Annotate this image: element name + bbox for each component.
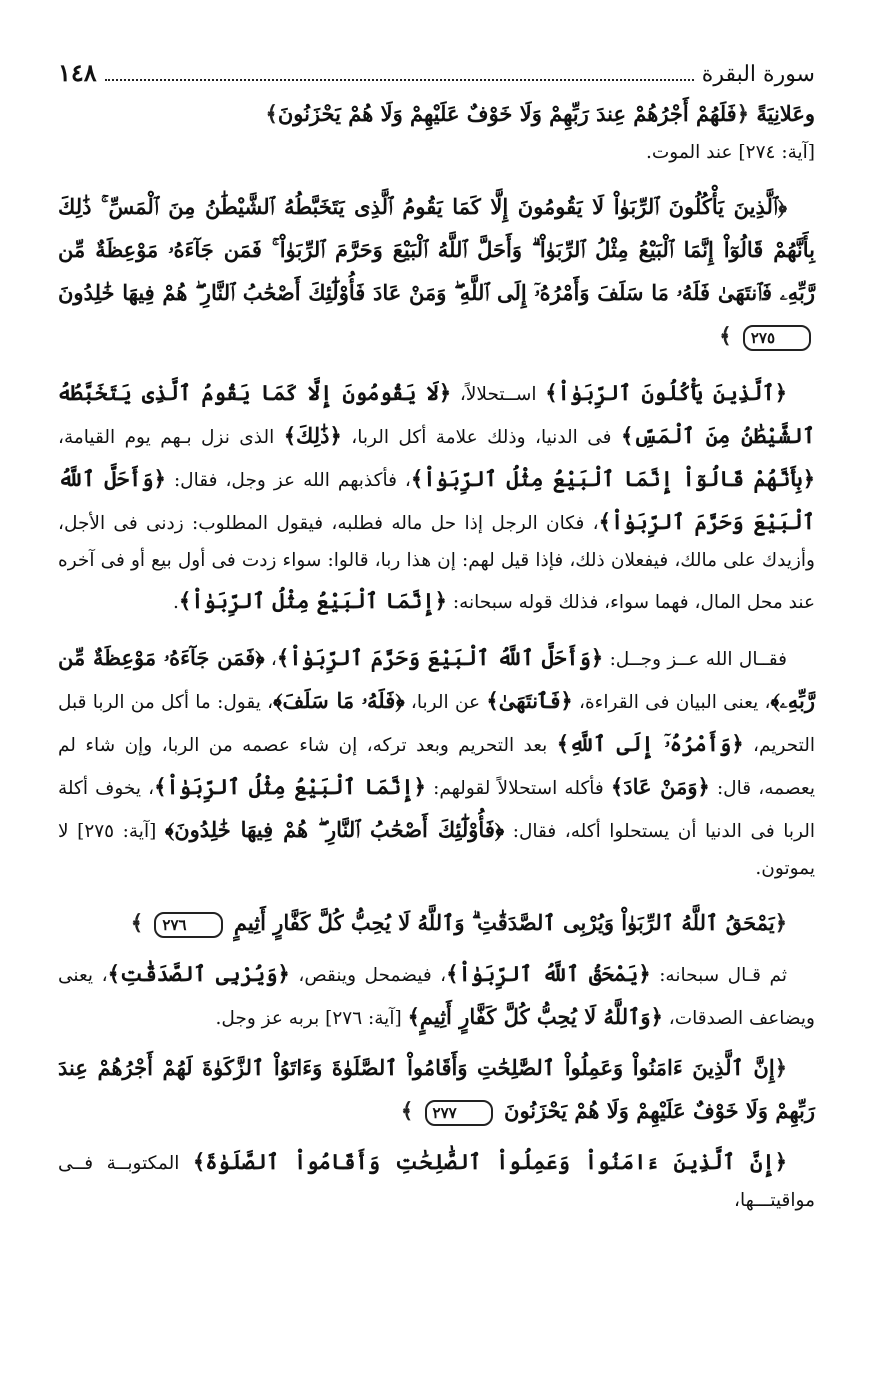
- page-header: [58, 58, 815, 92]
- commentary-text: المكتوبــة فــى مواقيتـــها،: [58, 1153, 815, 1211]
- commentary-text: الذى نزل بـهم يوم القيامة،: [58, 427, 275, 448]
- dotted-leader: [105, 79, 694, 81]
- commentary-274: [58, 135, 815, 171]
- commentary-text: [آية: ٢٧٦] بربه عز وجل.: [215, 1008, 402, 1029]
- ornament-close: ﴾: [130, 910, 144, 935]
- ornament-close: ﴾: [265, 101, 278, 126]
- quote-1: ﴿ٱلَّذِينَ يَأْكُلُونَ ٱلرِّبَوٰاْ﴾: [545, 380, 788, 405]
- quote-2: ﴿وَيُرْبِى ٱلصَّدَقَٰتِ﴾: [107, 961, 290, 986]
- verse-277: [58, 1046, 815, 1132]
- commentary-text: ، يعنى البيان فى القراءة،: [579, 692, 771, 713]
- verse-276: [58, 901, 815, 944]
- quran-text: ٱلَّذِينَ يَأْكُلُونَ ٱلرِّبَوٰاْ لَا يَقُومُونَ إِلَّا كَمَا يَقُومُ ٱلَّذِى يَتَخَبَّطُهُ ٱلشَّيْطَٰنُ مِنَ ٱلْمَسِّ ۚ ذَٰلِكَ بِأَنَّهُمْ قَالُوٓاْ إِنَّمَا ٱلْبَيْعُ مِثْلُ ٱلرِّبَوٰاْ ۗ وَأَحَلَّ ٱللَّهُ ٱلْبَيْعَ وَحَرَّمَ ٱلرِّبَوٰاْ ۚ فَمَن جَآءَهُۥ مَوْعِظَةٌ مِّن رَّبِّهِۦ فَٱنتَهَىٰ فَلَهُۥ مَا سَلَفَ وَأَمْرُهُۥٓ إِلَى ٱللَّهِ ۖ وَمَنْ عَادَ فَأُوْلَٰٓئِكَ أَصْحَٰبُ ٱلنَّارِ ۖ هُمْ فِيهَا خَٰلِدُونَ: [58, 194, 815, 305]
- quote-7: ﴿إِنَّمَا ٱلْبَيْعُ مِثْلُ ٱلرِّبَوٰاْ﴾: [154, 774, 426, 799]
- commentary-277: [58, 1140, 815, 1219]
- quote-5: ﴿وَأَمْرُهُۥٓ إِلَى ٱللَّهِ﴾: [556, 731, 744, 756]
- quote-3: ﴿وَٱللَّهُ لَا يُحِبُّ كُلَّ كَفَّارٍ أَثِيمٍ﴾: [407, 1004, 663, 1029]
- commentary-text: ، يقول: ما أكل من الربا قبل التحريم،: [58, 692, 815, 756]
- page-number: ١٤٨: [58, 58, 97, 87]
- quran-text: يَمْحَقُ ٱللَّهُ ٱلرِّبَوٰاْ وَيُرْبِى ٱلصَّدَقَٰتِ ۗ وَٱللَّهُ لَا يُحِبُّ كُلَّ كَفَّارٍ أَثِيمٍ: [233, 910, 775, 935]
- surah-title: سورة البقرة: [701, 62, 815, 87]
- quran-text: إِنَّ ٱلَّذِينَ ءَامَنُواْ وَعَمِلُواْ ٱلصَّٰلِحَٰتِ وَأَقَامُواْ ٱلصَّلَوٰةَ وَءَاتَوُاْ ٱلزَّكَوٰةَ لَهُمْ أَجْرُهُمْ عِندَ رَبِّهِمْ وَلَا خَوْفٌ عَلَيْهِمْ وَلَا هُمْ يَحْزَنُونَ: [58, 1055, 815, 1123]
- ornament-close: ﴾: [400, 1098, 414, 1123]
- quote-6: ﴿وَمَنْ عَادَ﴾: [610, 774, 710, 799]
- commentary-text: ، فيضمحل وينقص،: [298, 965, 447, 986]
- commentary-275-a: [58, 371, 815, 622]
- commentary-text: عن الربا،: [410, 692, 481, 713]
- ornament-open: ﴿: [774, 1055, 787, 1080]
- commentary-text: فقــال الله عــز وجــل:: [609, 649, 787, 670]
- lead-word: وعَلانِيَةً: [756, 101, 815, 126]
- quran-text: فَلَهُمْ أَجْرُهُمْ عِندَ رَبِّهِمْ وَلَا خَوْفٌ عَلَيْهِمْ وَلَا هُمْ يَحْزَنُونَ: [277, 101, 737, 126]
- commentary-text: ، يخوف أكلة الربا فى الدنيا أن يستحلوا أكله، فقال:: [58, 778, 816, 842]
- ayah-number-marker: ٢٧٧: [425, 1100, 493, 1126]
- commentary-text: [آية: ٢٧٥] لا يموتون.: [58, 821, 815, 879]
- quote-2: ﴿فَمَن جَآءَهُۥ مَوْعِظَةٌ مِّن رَّبِّهِۦ﴾: [58, 645, 816, 713]
- quote-1: ﴿يَمْحَقُ ٱللَّهُ ٱلرِّبَوٰاْ﴾: [446, 961, 651, 986]
- quote-1: ﴿إِنَّ ٱلَّذِينَ ءَامَنُواْ وَعَمِلُواْ ٱلصَّٰلِحَٰتِ وَأَقَامُواْ ٱلصَّلَوٰةَ﴾: [192, 1149, 787, 1174]
- verse-274-end: [58, 92, 815, 135]
- commentary-text: فى الدنيا، وذلك علامة أكل الربا،: [351, 427, 612, 448]
- commentary-text: فأكله استحلالاً لقولهم:: [433, 778, 604, 799]
- ayah-number-marker: ٢٧٦: [154, 912, 222, 938]
- quote-3: ﴿فَٱنتَهَىٰ﴾: [486, 688, 573, 713]
- quote-5: ﴿وَأَحَلَّ ٱللَّهُ ٱلْبَيْعَ وَحَرَّمَ ٱلرِّبَوٰاْ﴾: [58, 466, 815, 534]
- ornament-open: ﴿: [736, 101, 750, 126]
- quote-8: ﴿فَأُوْلَٰٓئِكَ أَصْحَٰبُ ٱلنَّارِ ۖ هُمْ فِيهَا خَٰلِدُونَ﴾: [164, 817, 505, 842]
- ornament-open: ﴿: [774, 910, 787, 935]
- quote-4: ﴿فَلَهُۥ مَا سَلَفَ﴾: [273, 688, 405, 713]
- ornament-open: ﴿: [777, 194, 787, 219]
- commentary-text: ، يعنى ويضاعف الصدقات،: [58, 965, 815, 1029]
- commentary-text: ، فكان الرجل إذا حل ماله فطلبه، فيقول المطلوب: زدنى فى الأجل، وأزيدك على مالك، فيفعلان ذلك، فإذا قيل لهم: إن هذا ربا، قالوا: سواء زدت فى أول بيع أو فى آخره عند محل المال، فهما سواء، فذلك قوله سبحانه:: [58, 513, 815, 613]
- commentary-276: [58, 952, 815, 1038]
- ayah-number-marker: ٢٧٥: [743, 325, 811, 351]
- commentary-text: [آية: ٢٧٤] عند الموت.: [646, 142, 815, 163]
- ornament-close: ﴾: [719, 323, 732, 348]
- commentary-275-b: [58, 636, 815, 887]
- verse-275: [58, 185, 815, 357]
- commentary-text: .: [173, 592, 179, 613]
- commentary-text: ،: [270, 649, 277, 670]
- quote-4: ﴿بِأَنَّهُمْ قَالُوٓاْ إِنَّمَا ٱلْبَيْعُ مِثْلُ ٱلرِّبَوٰاْ﴾: [410, 466, 815, 491]
- quote-6: ﴿إِنَّمَا ٱلْبَيْعُ مِثْلُ ٱلرِّبَوٰاْ﴾: [178, 588, 447, 613]
- commentary-text: ثم قـال سبحانه:: [659, 965, 787, 986]
- commentary-text: اســتحلالاً،: [459, 384, 537, 405]
- commentary-text: ، فأكذبهم الله عز وجل، فقال:: [173, 470, 411, 491]
- quote-2: ﴿لَا يَقُومُونَ إِلَّا كَمَا يَقُومُ ٱلَّذِى يَتَخَبَّطُهُ ٱلشَّيْطَٰنُ مِنَ ٱلْمَسِّ﴾: [58, 380, 815, 448]
- quote-3: ﴿ذَٰلِكَ﴾: [283, 423, 342, 448]
- commentary-text: بعد التحريم وبعد تركه، إن شاء عصمه من الربا، وإن شاء لم يعصمه، قال:: [58, 735, 815, 799]
- quote-1: ﴿وَأَحَلَّ ٱللَّهُ ٱلْبَيْعَ وَحَرَّمَ ٱلرِّبَوٰاْ﴾: [276, 645, 604, 670]
